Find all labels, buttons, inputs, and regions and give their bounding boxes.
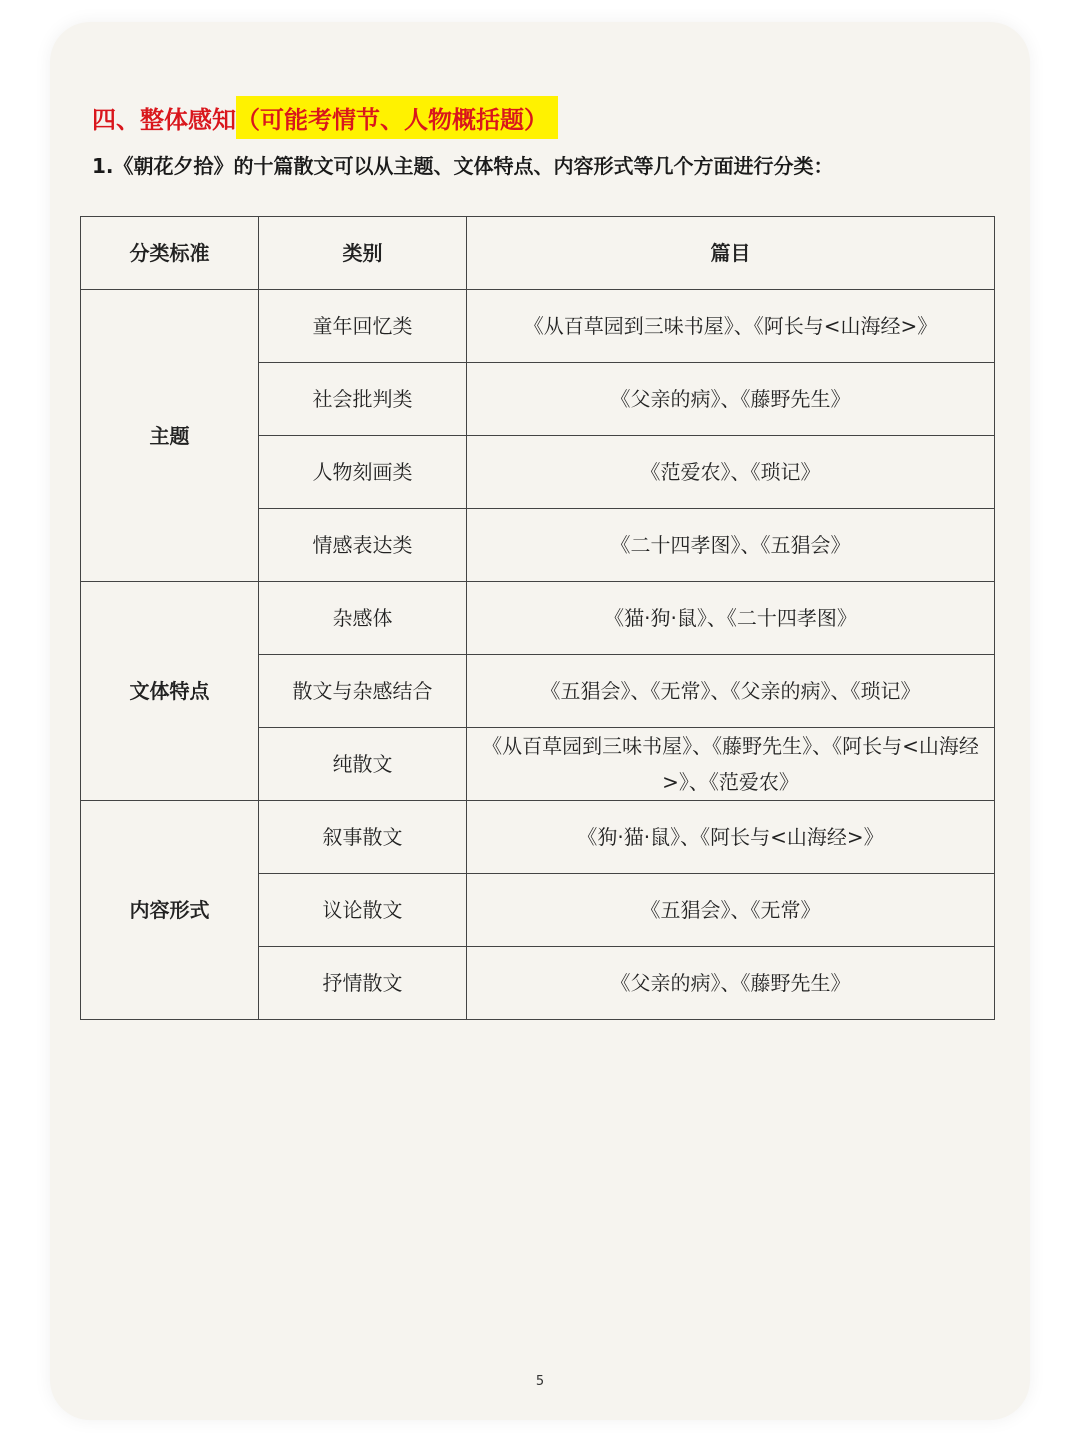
- category-cell: 议论散文: [259, 874, 467, 947]
- section-heading-main: 四、整体感知: [92, 105, 236, 134]
- standard-cell: 内容形式: [81, 801, 259, 1020]
- section-heading: [92, 96, 558, 138]
- section-heading-highlight: （可能考情节、人物概括题）: [236, 96, 558, 139]
- table-row: [81, 290, 995, 363]
- category-cell: 纯散文: [259, 728, 467, 801]
- works-cell: 《范爱农》、《琐记》: [467, 436, 995, 509]
- works-cell: 《从百草园到三味书屋》、《藤野先生》、《阿长与<山海经>》、《范爱农》: [467, 728, 995, 801]
- page-number: 5: [535, 1374, 545, 1389]
- standard-cell: 文体特点: [81, 582, 259, 801]
- category-cell: 抒情散文: [259, 947, 467, 1020]
- category-cell: 情感表达类: [259, 509, 467, 582]
- table-header-row: [81, 217, 995, 290]
- category-cell: 童年回忆类: [259, 290, 467, 363]
- question-heading: 1.《朝花夕拾》的十篇散文可以从主题、文体特点、内容形式等几个方面进行分类：: [92, 154, 834, 178]
- works-cell: 《五猖会》、《无常》: [467, 874, 995, 947]
- works-cell: 《狗·猫·鼠》、《阿长与<山海经>》: [467, 801, 995, 874]
- works-cell: 《二十四孝图》、《五猖会》: [467, 509, 995, 582]
- header-category: 类别: [259, 217, 467, 290]
- header-works: 篇目: [467, 217, 995, 290]
- header-standard: 分类标准: [81, 217, 259, 290]
- category-cell: 散文与杂感结合: [259, 655, 467, 728]
- table-row: [81, 801, 995, 874]
- works-cell: 《五猖会》、《无常》、《父亲的病》、《琐记》: [467, 655, 995, 728]
- classification-table: [80, 216, 995, 1020]
- category-cell: 杂感体: [259, 582, 467, 655]
- table-row: [81, 582, 995, 655]
- works-cell: 《从百草园到三味书屋》、《阿长与<山海经>》: [467, 290, 995, 363]
- works-cell: 《父亲的病》、《藤野先生》: [467, 363, 995, 436]
- works-cell: 《猫·狗·鼠》、《二十四孝图》: [467, 582, 995, 655]
- category-cell: 社会批判类: [259, 363, 467, 436]
- works-cell: 《父亲的病》、《藤野先生》: [467, 947, 995, 1020]
- category-cell: 人物刻画类: [259, 436, 467, 509]
- standard-cell: 主题: [81, 290, 259, 582]
- category-cell: 叙事散文: [259, 801, 467, 874]
